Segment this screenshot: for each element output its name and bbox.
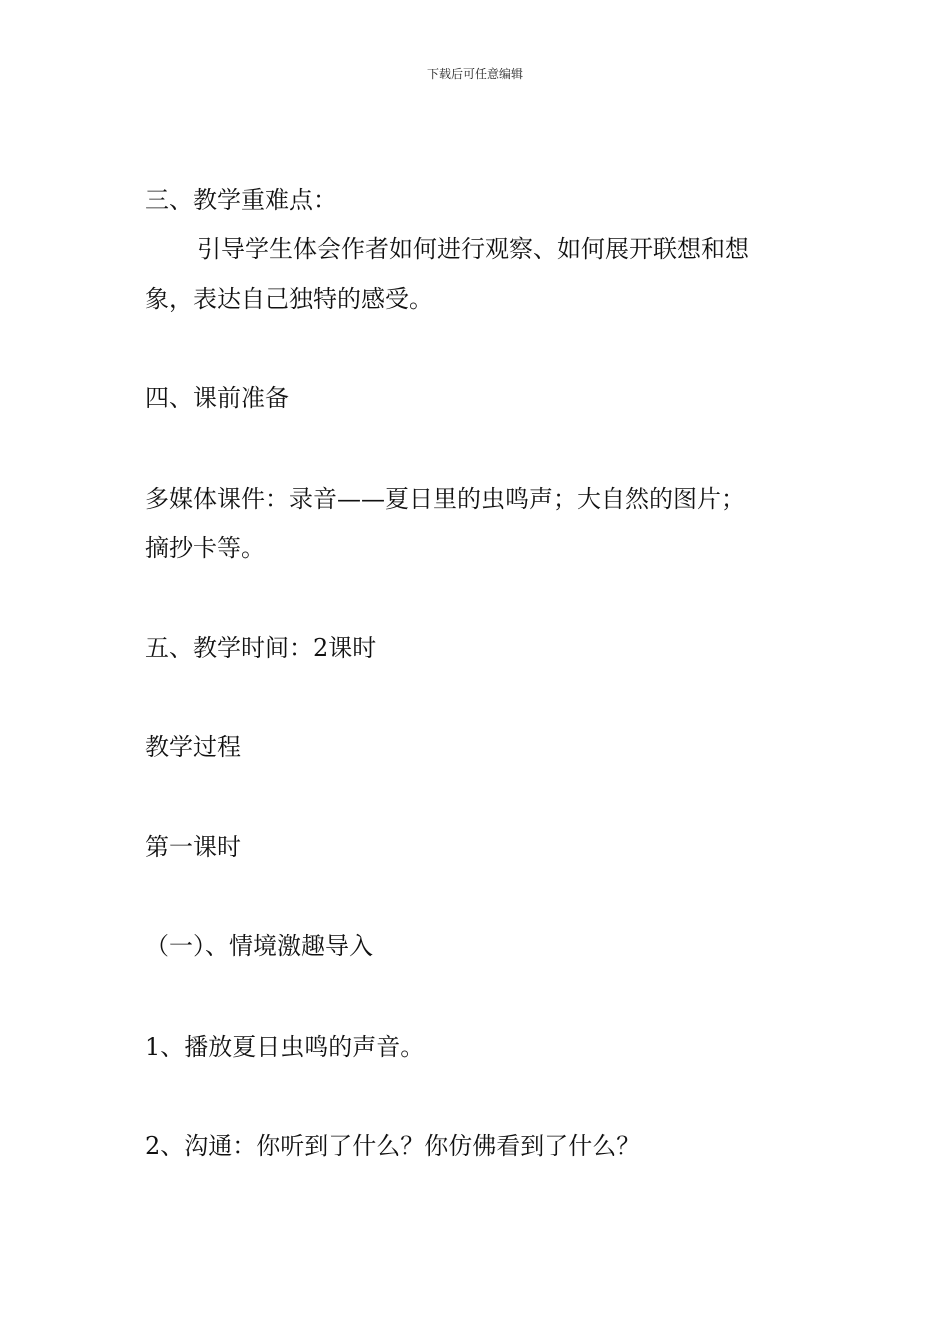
- prep-text-line-2: 摘抄卡等。: [145, 534, 265, 562]
- difficulty-text-line-2: 象，表达自己独特的感受。: [145, 285, 433, 313]
- time-heading: 五、教学时间：2课时: [145, 634, 377, 662]
- list-item-1: 1、播放夏日虫鸣的声音。: [145, 1033, 425, 1061]
- step-heading: （一）、情境激趣导入: [145, 932, 373, 960]
- process-heading: 教学过程: [145, 733, 241, 761]
- difficulty-heading: 三、教学重难点：: [145, 186, 337, 214]
- lesson-heading: 第一课时: [145, 833, 241, 861]
- prep-heading: 四、课前准备: [145, 384, 289, 412]
- page-header: 下载后可任意编辑: [426, 67, 523, 81]
- prep-text-line-1: 多媒体课件：录音——夏日里的虫鸣声；大自然的图片；: [145, 485, 745, 513]
- list-item-2: 2、沟通：你听到了什么？你仿佛看到了什么？: [145, 1132, 641, 1160]
- difficulty-text-line-1: 引导学生体会作者如何进行观察、如何展开联想和想: [197, 235, 749, 263]
